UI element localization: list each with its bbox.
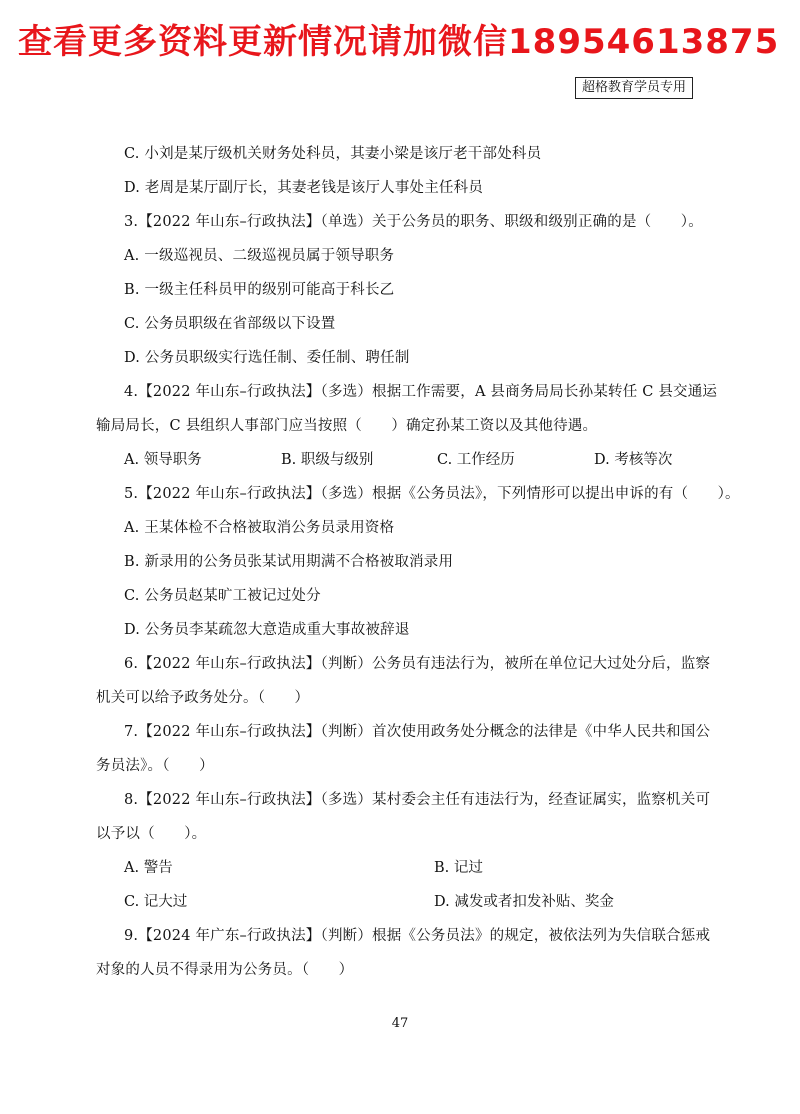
- stamp-label: 超格教育学员专用: [575, 77, 693, 99]
- q3-option-d: D. 公务员职级实行选任制、委任制、聘任制: [124, 350, 410, 366]
- question-9-line-1: 9.【2024 年广东–行政执法】（判断）根据《公务员法》的规定，被依法列为失信联合惩戒: [124, 928, 711, 944]
- option-c: C. 小刘是某厅级机关财务处科员，其妻小梁是该厅老干部处科员: [124, 146, 542, 162]
- q4-option-c: C. 工作经历: [437, 452, 515, 468]
- q3-option-b: B. 一级主任科员甲的级别可能高于科长乙: [124, 282, 395, 298]
- q4-options: [96, 449, 708, 471]
- q4-option-a: A. 领导职务: [124, 452, 202, 468]
- question-7-line-2: 务员法》。（ ）: [96, 758, 214, 774]
- document-body: [96, 143, 740, 993]
- q5-option-b: B. 新录用的公务员张某试用期满不合格被取消录用: [124, 554, 454, 570]
- q5-option-a: A. 王某体检不合格被取消公务员录用资格: [124, 520, 395, 536]
- question-7-line-1: 7.【2022 年山东–行政执法】（判断）首次使用政务处分概念的法律是《中华人民共和国公: [124, 724, 711, 740]
- q8-options-row-2: [96, 891, 708, 913]
- q3-option-c: C. 公务员职级在省部级以下设置: [124, 316, 336, 332]
- q5-option-c: C. 公务员赵某旷工被记过处分: [124, 588, 321, 604]
- watermark-banner: 查看更多资料更新情况请加微信18954613875: [18, 22, 780, 62]
- q4-option-d: D. 考核等次: [594, 452, 673, 468]
- q8-option-d: D. 减发或者扣发补贴、奖金: [434, 894, 614, 910]
- page-number: 47: [391, 1016, 409, 1031]
- question-6-line-1: 6.【2022 年山东–行政执法】（判断）公务员有违法行为，被所在单位记大过处分后，监察: [124, 656, 711, 672]
- q8-options-row-1: [96, 857, 708, 879]
- q3-option-a: A. 一级巡视员、二级巡视员属于领导职务: [124, 248, 395, 264]
- question-9-line-2: 对象的人员不得录用为公务员。（ ）: [96, 962, 354, 978]
- question-4-line-2: 输局局长，C 县组织人事部门应当按照（ ）确定孙某工资以及其他待遇。: [96, 418, 598, 434]
- q8-option-b: B. 记过: [434, 860, 483, 876]
- q5-option-d: D. 公务员李某疏忽大意造成重大事故被辞退: [124, 622, 410, 638]
- question-4-line-1: 4.【2022 年山东–行政执法】（多选）根据工作需要，A 县商务局局长孙某转任 C 县交通运: [124, 384, 718, 400]
- question-6-line-2: 机关可以给予政务处分。（ ）: [96, 690, 310, 706]
- question-3: 3.【2022 年山东–行政执法】（单选）关于公务员的职务、职级和级别正确的是（ ）。: [124, 214, 703, 230]
- option-d: D. 老周是某厅副厅长，其妻老钱是该厅人事处主任科员: [124, 180, 484, 196]
- q4-option-b: B. 职级与级别: [281, 452, 374, 468]
- question-8-line-1: 8.【2022 年山东–行政执法】（多选）某村委会主任有违法行为，经查证属实，监察机关可: [124, 792, 711, 808]
- q8-option-a: A. 警告: [124, 860, 173, 876]
- question-5: 5.【2022 年山东–行政执法】（多选）根据《公务员法》，下列情形可以提出申诉的有（ ）。: [124, 486, 740, 502]
- question-8-line-2: 以予以（ ）。: [96, 826, 207, 842]
- q8-option-c: C. 记大过: [124, 894, 188, 910]
